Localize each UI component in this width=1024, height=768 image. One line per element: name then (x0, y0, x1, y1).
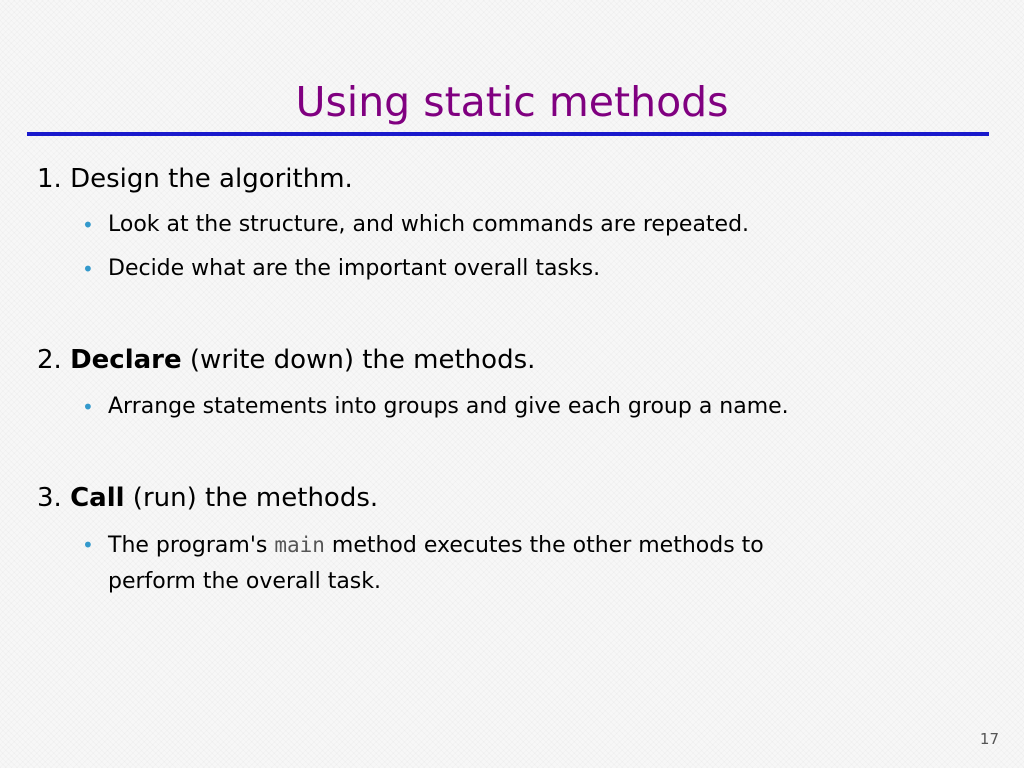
bullet-text: Arrange statements into groups and give each group a name. (108, 394, 789, 419)
step-3-bullet-1 (82, 527, 982, 600)
step-2-number: 2. (37, 345, 71, 375)
step-1-heading (37, 162, 353, 196)
step-3-number: 3. (37, 483, 71, 513)
bullet-text-line-2: perform the overall task. (108, 569, 381, 594)
bullet-dot-icon: • (82, 395, 94, 419)
step-2-text: (write down) the methods. (181, 345, 536, 375)
page-number: 17 (979, 730, 999, 748)
step-3-heading (37, 481, 378, 515)
bullet-text: Decide what are the important overall tasks. (108, 256, 601, 281)
step-3-keyword: Call (70, 483, 125, 513)
title-divider (27, 132, 989, 136)
bullet-text-before: The program's (108, 533, 275, 558)
bullet-dot-icon: • (82, 257, 94, 281)
step-3-text: (run) the methods. (124, 483, 379, 513)
bullet-text-line-1 (108, 527, 982, 564)
step-1-bullet-2 (82, 251, 982, 287)
slide-title: Using static methods (295, 78, 729, 126)
step-2-keyword: Declare (70, 345, 182, 375)
code-main: main (274, 533, 325, 557)
bullet-text: Look at the structure, and which commands are repeated. (108, 212, 750, 237)
step-2-heading (37, 343, 535, 377)
bullet-dot-icon: • (82, 533, 94, 557)
step-1-text: 1. Design the algorithm. (37, 164, 353, 194)
bullet-dot-icon: • (82, 213, 94, 237)
step-1-bullet-1 (82, 207, 982, 243)
step-2-bullet-1 (82, 389, 982, 425)
bullet-text-after: method executes the other methods to (324, 533, 764, 558)
